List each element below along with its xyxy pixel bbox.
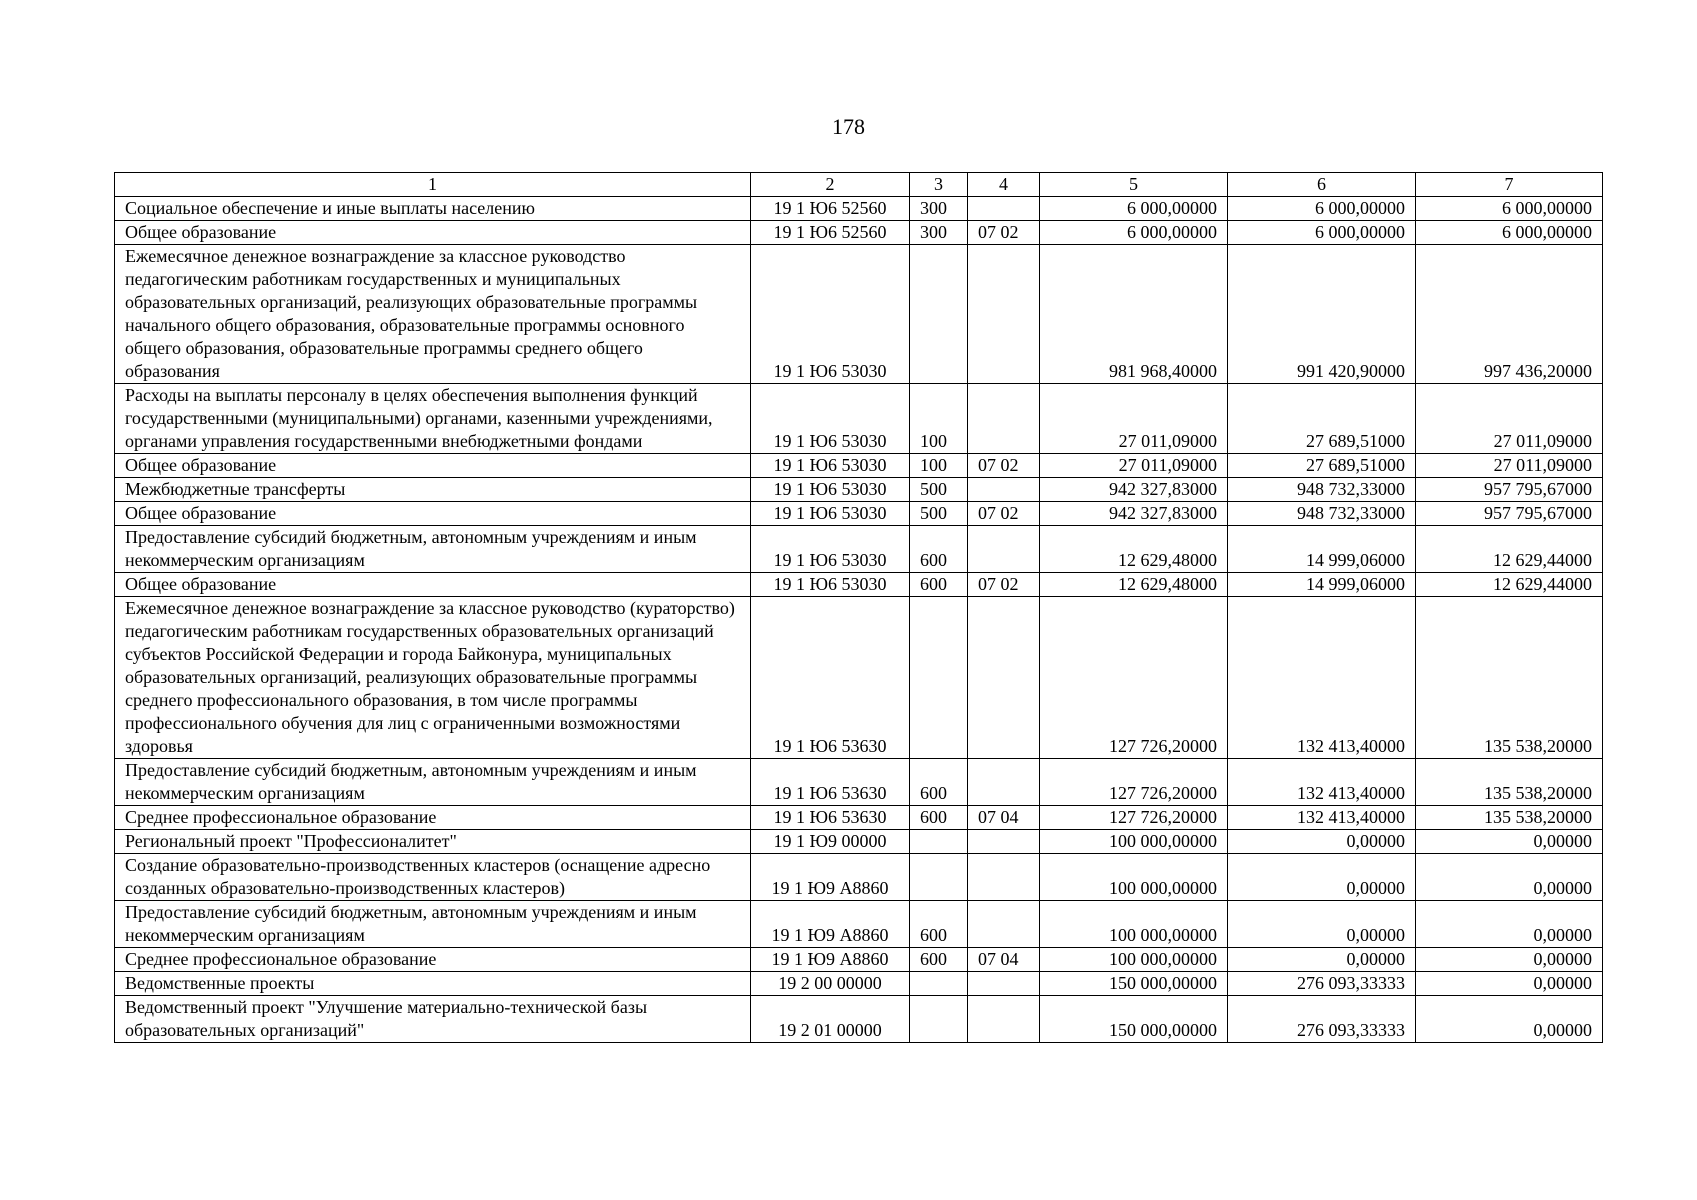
budget-table [114, 172, 1603, 1043]
item-name: Общее образование [115, 454, 751, 478]
expense-type-code [910, 245, 968, 384]
target-article-code: 19 1 Ю6 53630 [751, 759, 910, 806]
target-article-code: 19 1 Ю6 53030 [751, 526, 910, 573]
amount-col-7: 0,00000 [1416, 996, 1603, 1043]
section-code [968, 197, 1040, 221]
section-code [968, 597, 1040, 759]
section-code [968, 972, 1040, 996]
expense-type-code: 600 [910, 573, 968, 597]
target-article-code: 19 1 Ю9 А8860 [751, 901, 910, 948]
section-code: 07 02 [968, 221, 1040, 245]
column-header: 4 [968, 173, 1040, 197]
table-row [115, 901, 1603, 948]
amount-col-7: 6 000,00000 [1416, 197, 1603, 221]
amount-col-6: 27 689,51000 [1228, 384, 1416, 454]
section-code: 07 02 [968, 502, 1040, 526]
target-article-code: 19 2 01 00000 [751, 996, 910, 1043]
amount-col-5: 150 000,00000 [1040, 972, 1228, 996]
expense-type-code [910, 972, 968, 996]
amount-col-7: 997 436,20000 [1416, 245, 1603, 384]
amount-col-5: 981 968,40000 [1040, 245, 1228, 384]
target-article-code: 19 1 Ю6 53030 [751, 245, 910, 384]
item-name: Ежемесячное денежное вознаграждение за классное руководство педагогическим работникам государственных и муниципальных образовательных организаций, реализующих образовательные программы начального общего образования, образовательные программы основного общего образования, образовательные программы среднего общего образования [115, 245, 751, 384]
amount-col-7: 0,00000 [1416, 830, 1603, 854]
item-name: Общее образование [115, 573, 751, 597]
amount-col-5: 27 011,09000 [1040, 384, 1228, 454]
table-header [115, 173, 1603, 197]
amount-col-5: 6 000,00000 [1040, 197, 1228, 221]
amount-col-5: 100 000,00000 [1040, 948, 1228, 972]
item-name: Среднее профессиональное образование [115, 806, 751, 830]
table-row [115, 221, 1603, 245]
amount-col-6: 948 732,33000 [1228, 502, 1416, 526]
amount-col-6: 132 413,40000 [1228, 759, 1416, 806]
amount-col-7: 27 011,09000 [1416, 454, 1603, 478]
target-article-code: 19 1 Ю6 53030 [751, 478, 910, 502]
target-article-code: 19 1 Ю6 53030 [751, 502, 910, 526]
amount-col-6: 948 732,33000 [1228, 478, 1416, 502]
section-code: 07 04 [968, 948, 1040, 972]
expense-type-code [910, 854, 968, 901]
column-header: 7 [1416, 173, 1603, 197]
target-article-code: 19 1 Ю6 53630 [751, 806, 910, 830]
column-header: 5 [1040, 173, 1228, 197]
expense-type-code: 600 [910, 806, 968, 830]
amount-col-6: 6 000,00000 [1228, 221, 1416, 245]
amount-col-5: 27 011,09000 [1040, 454, 1228, 478]
expense-type-code: 600 [910, 759, 968, 806]
amount-col-7: 12 629,44000 [1416, 573, 1603, 597]
amount-col-7: 6 000,00000 [1416, 221, 1603, 245]
amount-col-5: 100 000,00000 [1040, 854, 1228, 901]
amount-col-5: 150 000,00000 [1040, 996, 1228, 1043]
amount-col-5: 127 726,20000 [1040, 597, 1228, 759]
section-code: 07 02 [968, 454, 1040, 478]
item-name: Общее образование [115, 502, 751, 526]
item-name: Среднее профессиональное образование [115, 948, 751, 972]
target-article-code: 19 1 Ю9 А8860 [751, 854, 910, 901]
table-row [115, 245, 1603, 384]
target-article-code: 19 1 Ю9 А8860 [751, 948, 910, 972]
column-header: 6 [1228, 173, 1416, 197]
section-code [968, 901, 1040, 948]
page-number: 178 [832, 114, 865, 139]
amount-col-5: 6 000,00000 [1040, 221, 1228, 245]
section-code [968, 854, 1040, 901]
amount-col-7: 135 538,20000 [1416, 806, 1603, 830]
table-row [115, 972, 1603, 996]
section-code [968, 384, 1040, 454]
item-name: Межбюджетные трансферты [115, 478, 751, 502]
table-row [115, 478, 1603, 502]
amount-col-5: 942 327,83000 [1040, 502, 1228, 526]
table-row [115, 502, 1603, 526]
target-article-code: 19 2 00 00000 [751, 972, 910, 996]
table-row [115, 996, 1603, 1043]
expense-type-code: 500 [910, 478, 968, 502]
expense-type-code: 600 [910, 901, 968, 948]
item-name: Ежемесячное денежное вознаграждение за классное руководство (кураторство) педагогическим работникам государственных образовательных организаций субъектов Российской Федерации и города Байконура, муниципальных образовательных организаций, реализующих образовательные программы среднего профессионального образования, в том числе программы профессионального обучения для лиц с ограниченными возможностями здоровья [115, 597, 751, 759]
column-header: 3 [910, 173, 968, 197]
target-article-code: 19 1 Ю6 53030 [751, 384, 910, 454]
table-row [115, 526, 1603, 573]
item-name: Предоставление субсидий бюджетным, автономным учреждениям и иным некоммерческим организациям [115, 901, 751, 948]
amount-col-7: 0,00000 [1416, 972, 1603, 996]
table-row [115, 806, 1603, 830]
section-code [968, 759, 1040, 806]
expense-type-code [910, 830, 968, 854]
amount-col-6: 14 999,06000 [1228, 573, 1416, 597]
expense-type-code [910, 996, 968, 1043]
expense-type-code: 100 [910, 454, 968, 478]
amount-col-6: 0,00000 [1228, 901, 1416, 948]
amount-col-7: 957 795,67000 [1416, 478, 1603, 502]
target-article-code: 19 1 Ю6 53630 [751, 597, 910, 759]
amount-col-6: 0,00000 [1228, 830, 1416, 854]
section-code [968, 996, 1040, 1043]
amount-col-5: 12 629,48000 [1040, 526, 1228, 573]
expense-type-code: 600 [910, 526, 968, 573]
column-header: 1 [115, 173, 751, 197]
table-row [115, 830, 1603, 854]
amount-col-5: 100 000,00000 [1040, 901, 1228, 948]
item-name: Предоставление субсидий бюджетным, автономным учреждениям и иным некоммерческим организациям [115, 526, 751, 573]
amount-col-7: 0,00000 [1416, 948, 1603, 972]
target-article-code: 19 1 Ю6 52560 [751, 197, 910, 221]
section-code: 07 02 [968, 573, 1040, 597]
target-article-code: 19 1 Ю9 00000 [751, 830, 910, 854]
expense-type-code: 300 [910, 197, 968, 221]
item-name: Расходы на выплаты персоналу в целях обеспечения выполнения функций государственными (муниципальными) органами, казенными учреждениями, органами управления государственными внебюджетными фондами [115, 384, 751, 454]
item-name: Региональный проект "Профессионалитет" [115, 830, 751, 854]
amount-col-7: 135 538,20000 [1416, 759, 1603, 806]
table-row [115, 573, 1603, 597]
expense-type-code: 500 [910, 502, 968, 526]
amount-col-6: 276 093,33333 [1228, 996, 1416, 1043]
amount-col-5: 942 327,83000 [1040, 478, 1228, 502]
amount-col-6: 14 999,06000 [1228, 526, 1416, 573]
table-row [115, 197, 1603, 221]
column-header: 2 [751, 173, 910, 197]
item-name: Ведомственные проекты [115, 972, 751, 996]
expense-type-code: 100 [910, 384, 968, 454]
item-name: Ведомственный проект "Улучшение материально-технической базы образовательных организаций" [115, 996, 751, 1043]
target-article-code: 19 1 Ю6 52560 [751, 221, 910, 245]
target-article-code: 19 1 Ю6 53030 [751, 454, 910, 478]
section-code [968, 478, 1040, 502]
amount-col-6: 27 689,51000 [1228, 454, 1416, 478]
item-name: Предоставление субсидий бюджетным, автономным учреждениям и иным некоммерческим организациям [115, 759, 751, 806]
amount-col-6: 991 420,90000 [1228, 245, 1416, 384]
expense-type-code [910, 597, 968, 759]
amount-col-6: 0,00000 [1228, 948, 1416, 972]
table-row [115, 597, 1603, 759]
item-name: Социальное обеспечение и иные выплаты населению [115, 197, 751, 221]
table-row [115, 854, 1603, 901]
amount-col-5: 127 726,20000 [1040, 759, 1228, 806]
item-name: Создание образовательно-производственных кластеров (оснащение адресно созданных образовательно-производственных кластеров) [115, 854, 751, 901]
amount-col-7: 12 629,44000 [1416, 526, 1603, 573]
table-row [115, 454, 1603, 478]
amount-col-7: 135 538,20000 [1416, 597, 1603, 759]
amount-col-6: 132 413,40000 [1228, 806, 1416, 830]
amount-col-6: 276 093,33333 [1228, 972, 1416, 996]
header-row [115, 173, 1603, 197]
section-code [968, 245, 1040, 384]
table-row [115, 759, 1603, 806]
table-row [115, 384, 1603, 454]
amount-col-7: 957 795,67000 [1416, 502, 1603, 526]
amount-col-6: 0,00000 [1228, 854, 1416, 901]
section-code: 07 04 [968, 806, 1040, 830]
item-name: Общее образование [115, 221, 751, 245]
amount-col-7: 0,00000 [1416, 854, 1603, 901]
table-row [115, 948, 1603, 972]
amount-col-6: 6 000,00000 [1228, 197, 1416, 221]
section-code [968, 830, 1040, 854]
amount-col-5: 12 629,48000 [1040, 573, 1228, 597]
amount-col-5: 100 000,00000 [1040, 830, 1228, 854]
expense-type-code: 600 [910, 948, 968, 972]
section-code [968, 526, 1040, 573]
target-article-code: 19 1 Ю6 53030 [751, 573, 910, 597]
amount-col-5: 127 726,20000 [1040, 806, 1228, 830]
expense-type-code: 300 [910, 221, 968, 245]
amount-col-7: 27 011,09000 [1416, 384, 1603, 454]
table-body [115, 197, 1603, 1043]
amount-col-6: 132 413,40000 [1228, 597, 1416, 759]
amount-col-7: 0,00000 [1416, 901, 1603, 948]
